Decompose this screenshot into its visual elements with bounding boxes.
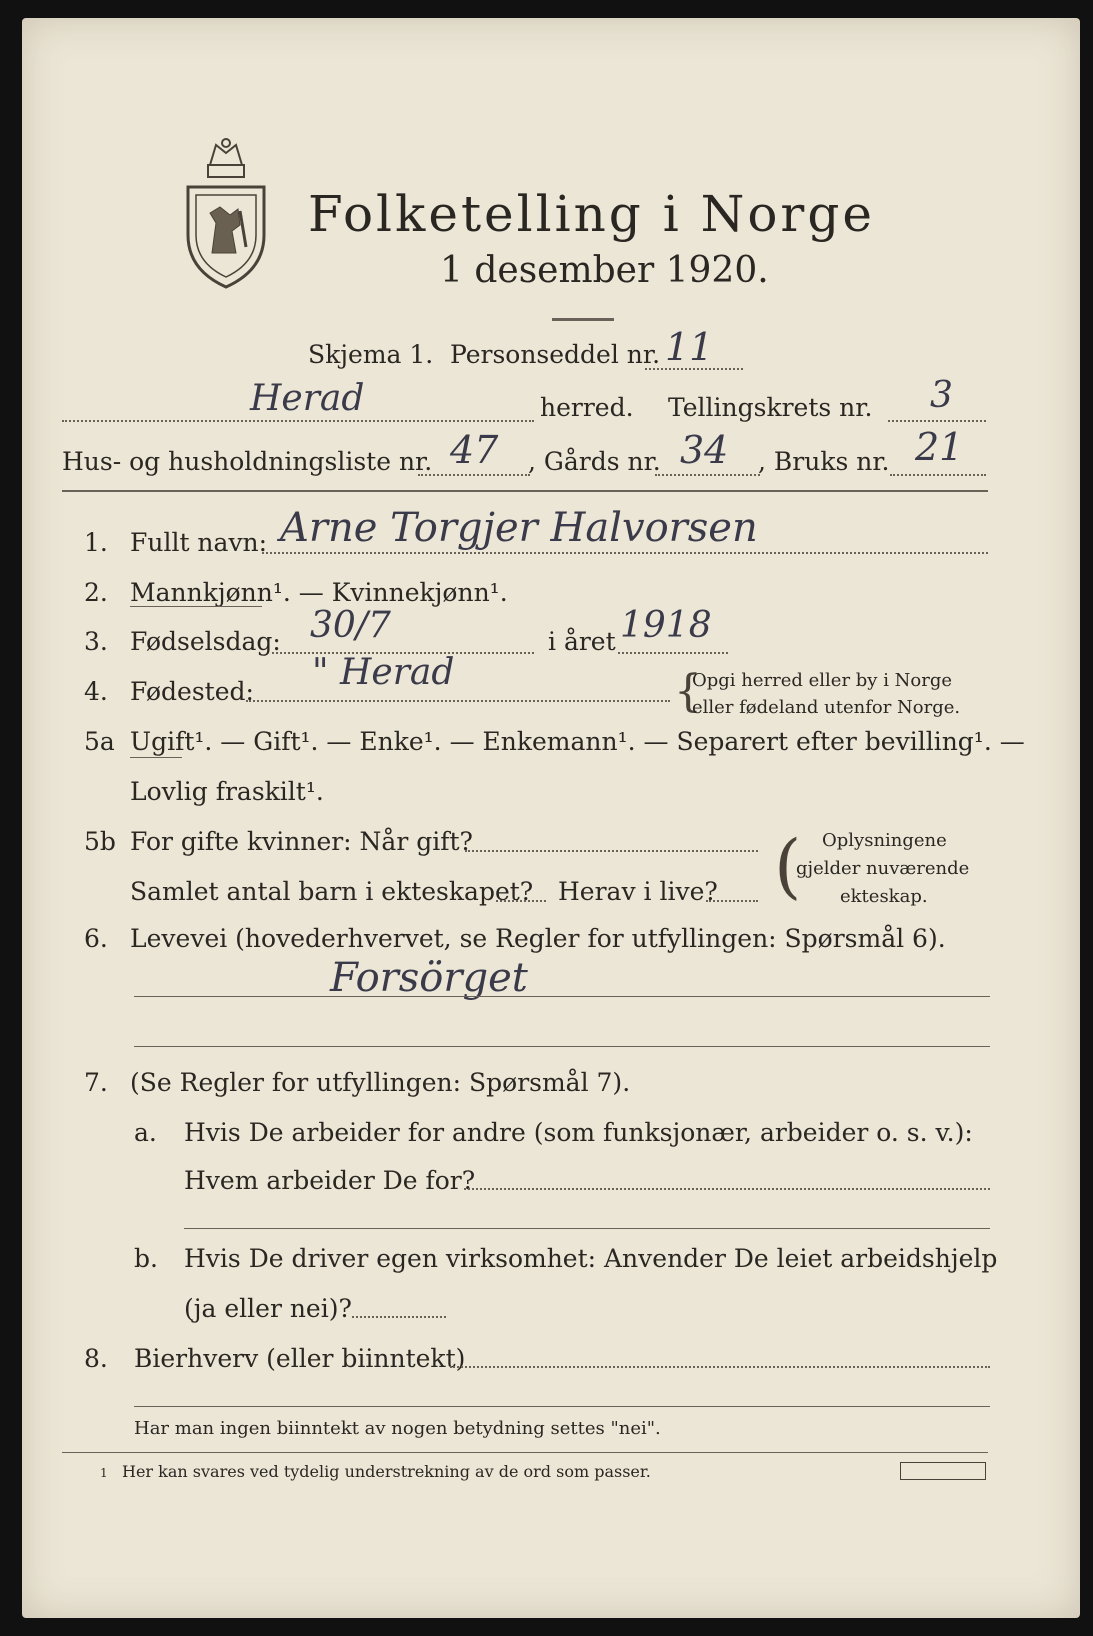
q8-number: 8. [84,1344,108,1373]
marital-status-options-2[interactable]: Lovlig fraskilt¹. [130,777,324,806]
marriage-note-line1: Oplysningene [822,830,947,851]
marriage-note-line3: ekteskap. [840,886,928,907]
hired-help-line[interactable] [352,1316,446,1318]
children-total-label: Samlet antal barn i ekteskapet? [130,877,534,906]
herred-value[interactable]: Herad [250,378,365,419]
full-name-label: Fullt navn: [130,528,268,557]
birth-year-value[interactable]: 1918 [620,605,712,646]
q3-number: 3. [84,627,108,656]
bruks-label: , Bruks nr. [758,447,890,476]
birthplace-note-line2: eller fødeland utenfor Norge. [692,697,961,718]
employer-line-2 [184,1228,990,1229]
children-alive-line[interactable] [706,900,758,902]
gards-label: , Gårds nr. [528,447,661,476]
employer-label: Hvem arbeider De for? [184,1166,476,1195]
birthplace-value[interactable]: " Herad [312,652,455,693]
q4-number: 4. [84,677,108,706]
husliste-label: Hus- og husholdningsliste nr. [62,447,433,476]
gards-value[interactable]: 34 [680,428,729,472]
hired-help-label: (ja eller nei)? [184,1294,352,1323]
occupation-line-1 [134,996,990,997]
q7-label: (Se Regler for utfyllingen: Spørsmål 7). [130,1068,631,1097]
marriage-note-line2: gjelder nuværende [796,858,970,879]
bruks-line [890,474,986,476]
gards-line [655,474,760,476]
side-income-line-2 [134,1406,990,1407]
personseddel-label: Personseddel nr. [450,340,661,369]
header-divider [62,490,988,492]
occupation-value[interactable]: Forsörget [330,955,528,1001]
marital-status-options[interactable]: Ugift¹. — Gift¹. — Enke¹. — Enkemann¹. — Separert efter bevilling¹. — [130,727,1025,756]
norway-coat-of-arms-icon [180,135,272,295]
printer-stamp [900,1462,986,1480]
birthdate-label: Fødselsdag: [130,627,281,656]
q5b-number: 5b [84,827,116,856]
footnote-mark: 1 [100,1466,108,1480]
children-total-line[interactable] [496,900,546,902]
husliste-value[interactable]: 47 [450,428,499,472]
bruks-value[interactable]: 21 [915,425,964,469]
tellingskrets-label: Tellingskrets nr. [668,393,873,422]
tellingskrets-value[interactable]: 3 [930,375,953,416]
own-business-question: Hvis De driver egen virksomhet: Anvender De leiet arbeidshjelp [184,1244,998,1273]
q2-number: 2. [84,578,108,607]
occupation-line-2 [134,1046,990,1047]
q7b-letter: b. [134,1244,158,1273]
footnote-text: Her kan svares ved tydelig understrekning av de ord som passer. [122,1462,651,1481]
occupation-label: Levevei (hovederhvervet, se Regler for utfyllingen: Spørsmål 6). [130,924,946,953]
full-name-line [262,552,988,554]
q6-number: 6. [84,924,108,953]
personseddel-value[interactable]: 11 [665,325,714,369]
marital-underline [130,757,182,758]
footer-divider [62,1452,988,1453]
full-name-value[interactable]: Arne Torgjer Halvorsen [280,505,758,551]
employer-question: Hvis De arbeider for andre (som funksjonær, arbeider o. s. v.): [184,1118,973,1147]
form-title: Folketelling i Norge [308,185,875,243]
side-income-line[interactable] [450,1366,990,1368]
employer-line[interactable] [464,1188,990,1190]
birth-year-line [618,652,728,654]
married-when-line[interactable] [465,850,758,852]
birthdate-value[interactable]: 30/7 [310,605,391,646]
birthplace-line [246,700,670,702]
gender-options[interactable]: Mannkjønn¹. — Kvinnekjønn¹. [130,578,508,607]
children-alive-label: Herav i live? [558,877,718,906]
birth-year-label: i året [548,627,616,656]
census-date: 1 desember 1920. [440,250,769,291]
side-income-label: Bierhverv (eller biinntekt) [134,1344,466,1373]
marriage-brace: ( [774,825,802,907]
q7a-letter: a. [134,1118,157,1147]
birthplace-note-line1: Opgi herred eller by i Norge [692,670,953,691]
birthplace-label: Fødested: [130,677,254,706]
title-divider [552,318,614,321]
no-income-note: Har man ingen biinntekt av nogen betydning settes "nei". [134,1418,661,1439]
q7-number: 7. [84,1068,108,1097]
husliste-line [418,474,530,476]
q5a-number: 5a [84,727,115,756]
q1-number: 1. [84,528,108,557]
herred-line [62,420,534,422]
married-when-label: For gifte kvinner: Når gift? [130,827,473,856]
tellingskrets-line [888,420,986,422]
birthplace-brace: { [674,666,702,717]
gender-underline [130,606,262,607]
herred-label: herred. [540,393,634,422]
schema-label: Skjema 1. [308,340,434,369]
